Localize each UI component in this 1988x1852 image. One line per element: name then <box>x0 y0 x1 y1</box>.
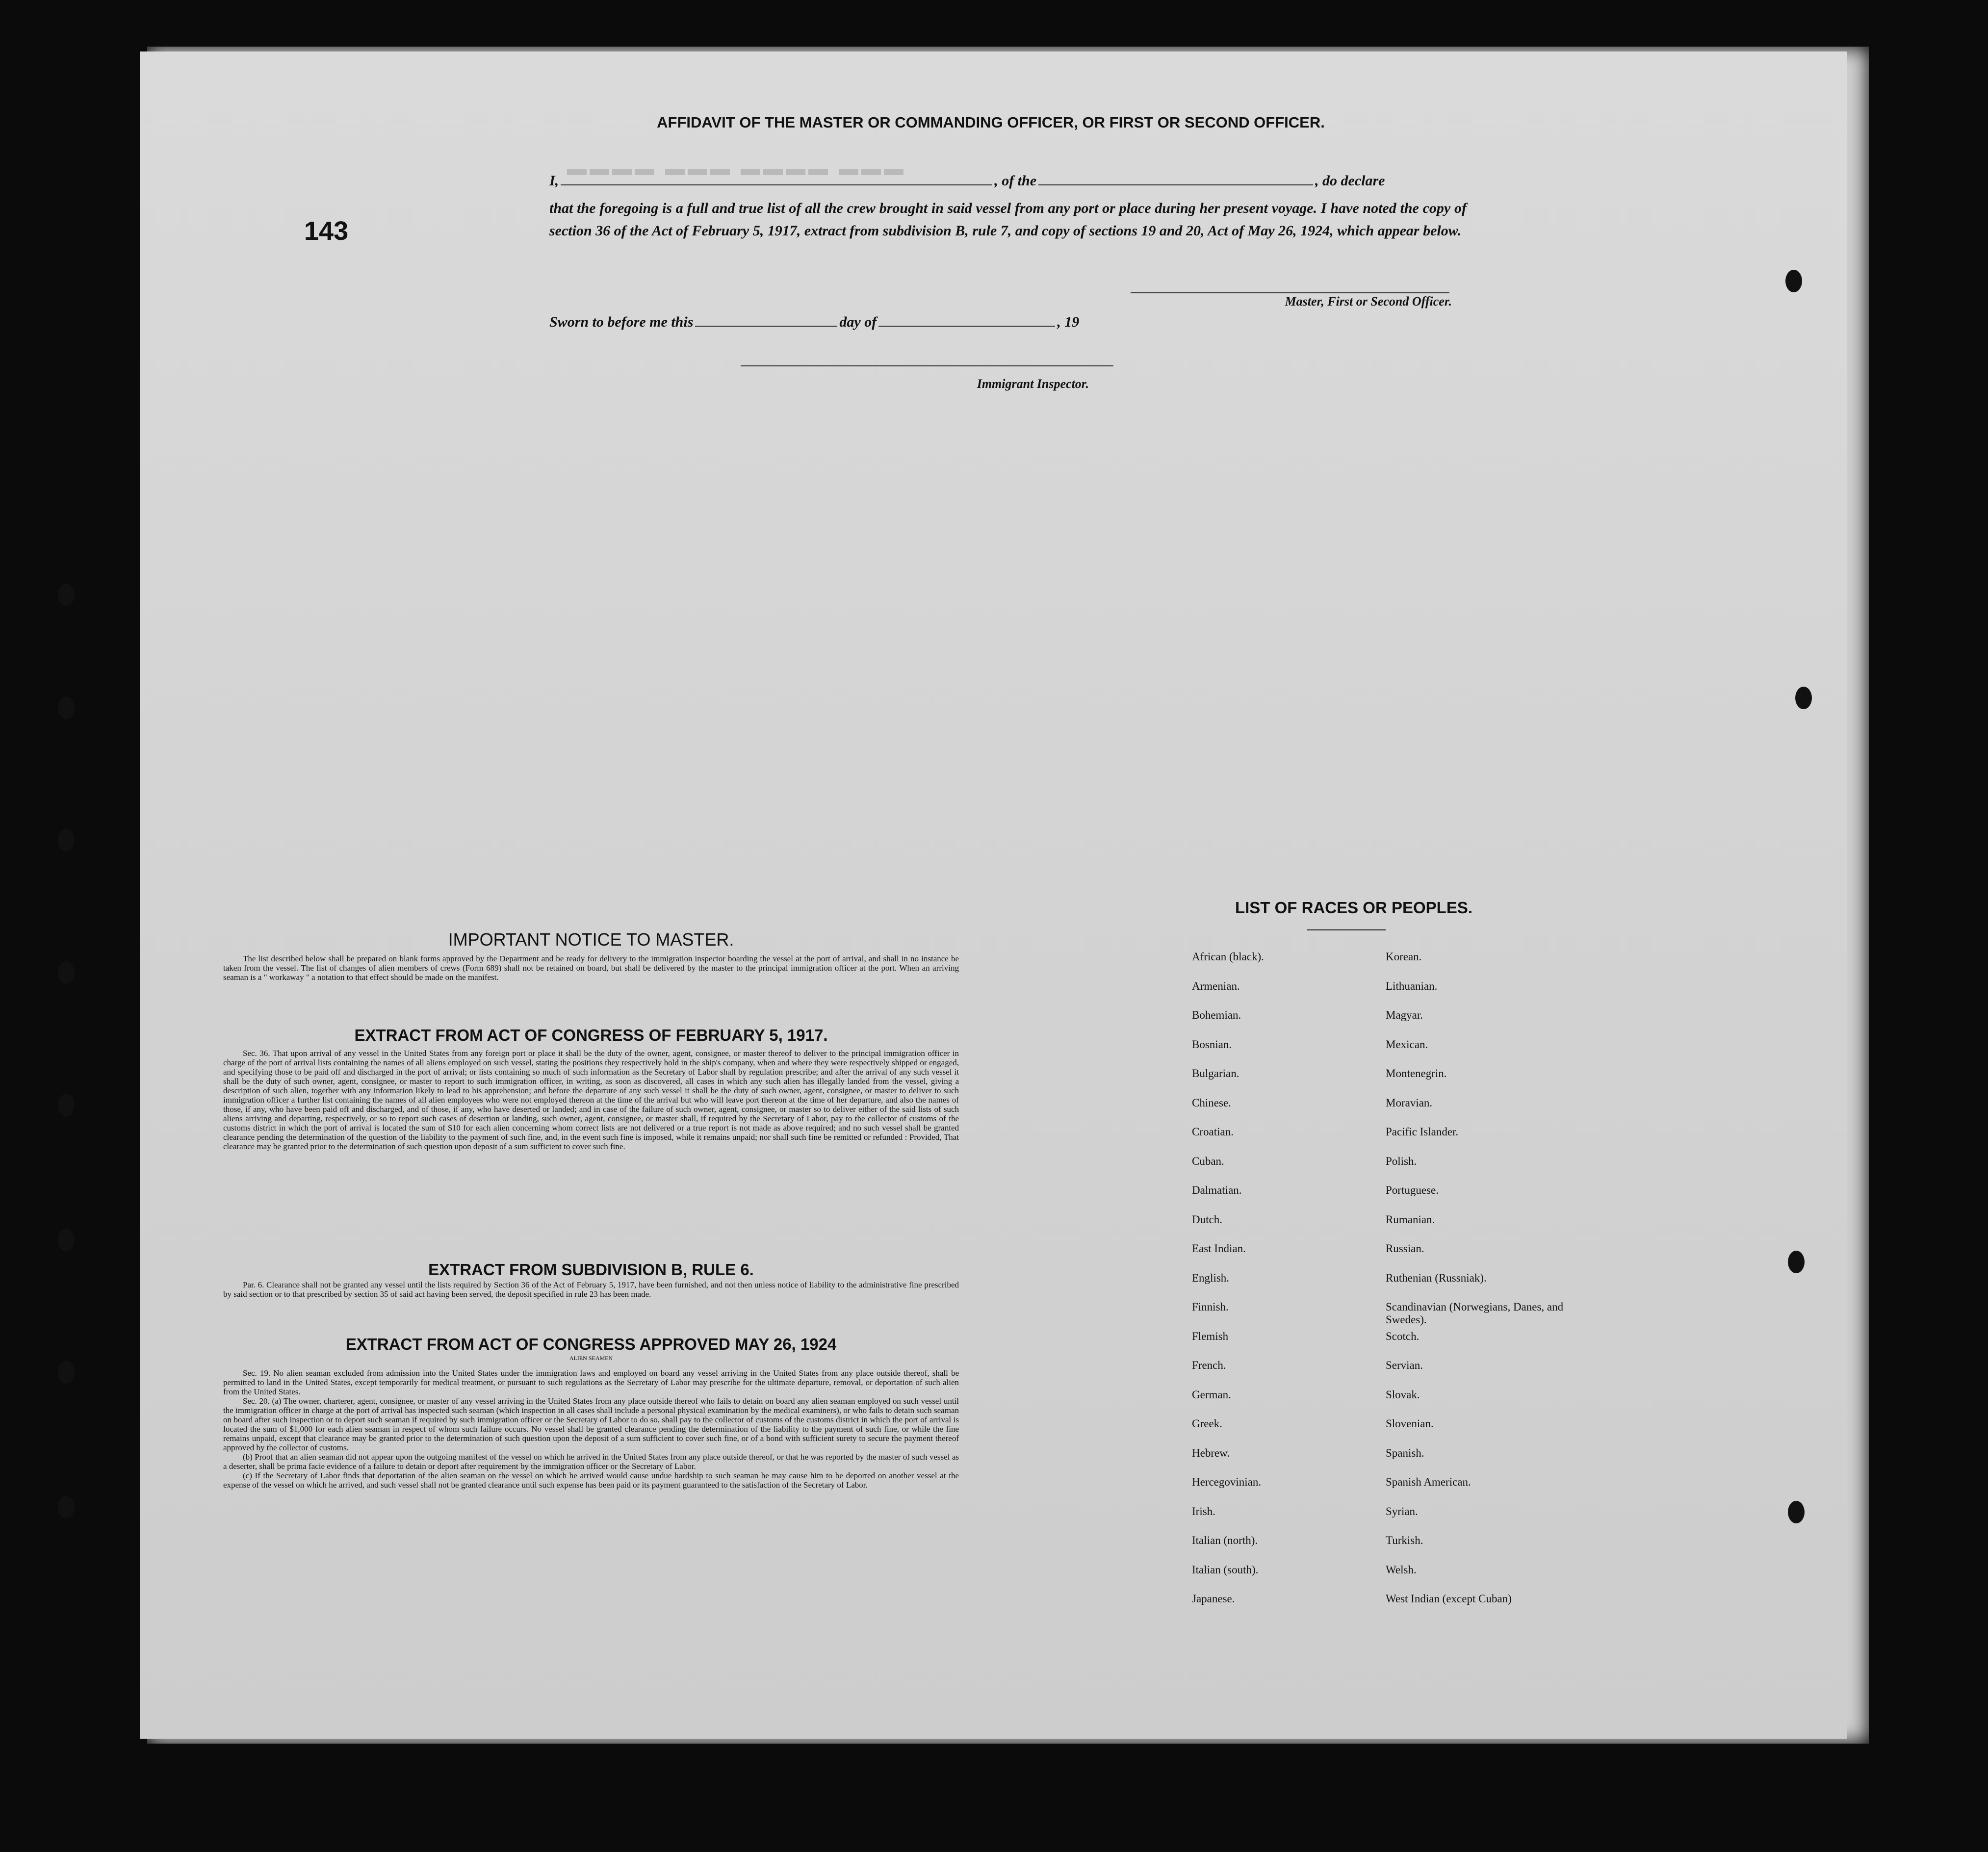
punch-hole <box>1788 1501 1805 1523</box>
race-item: Korean. <box>1386 951 1422 963</box>
sworn-prefix: Sworn to before me this <box>549 314 694 330</box>
bleed-through-text: ▬▬▬ ▬▬▬▬ ▬▬▬ ▬▬▬▬ <box>564 157 904 180</box>
race-item: Armenian. <box>1192 979 1240 992</box>
extract-rule6-body <box>223 1280 959 1299</box>
race-item: Hercegovinian. <box>1192 1476 1262 1488</box>
punch-hole <box>58 1094 75 1116</box>
race-item: Polish. <box>1386 1155 1417 1167</box>
race-item: Bulgarian. <box>1192 1067 1239 1080</box>
race-item: Dalmatian. <box>1192 1184 1242 1196</box>
declare-i: I, <box>549 173 559 189</box>
punch-hole <box>58 961 75 984</box>
race-item: German. <box>1192 1388 1231 1401</box>
punch-hole <box>58 696 75 719</box>
race-item: Slovenian. <box>1386 1417 1434 1430</box>
race-item: Japanese. <box>1192 1593 1235 1605</box>
declaration-body: that the foregoing is a full and true list of all the crew brought in said vessel from any port or place during her present voyage. I have noted the copy of section 36 of the Act of February 5, 1917, extract from subdivision B, rule 7, and copy of sections 19 and 20, Act of May 26, 1924, which appear below. <box>549 200 1467 239</box>
punch-hole <box>58 1361 75 1384</box>
race-item: Italian (south). <box>1192 1563 1259 1576</box>
extract-1924-body <box>223 1368 959 1490</box>
extract-1924-title: EXTRACT FROM ACT OF CONGRESS APPROVED MAY 26, 1924 <box>345 1335 837 1353</box>
declaration-line <box>549 173 1467 189</box>
sec19-paragraph: Sec. 19. No alien seaman excluded from admission into the United States under the immigration laws and employed on board any vessel arriving in the United States from any place outside thereof, shall be permitted to land in the United States, except temporarily for medical treatment, or pursuant to such regulations as the Secretary of Labor may prescribe for the ultimate departure, removal, or deportation of such alien from the United States. <box>223 1368 959 1396</box>
race-item: Rumanian. <box>1386 1213 1435 1226</box>
notice-body <box>223 954 959 982</box>
race-item: Mexican. <box>1386 1038 1428 1051</box>
extract-1917-title: EXTRACT FROM ACT OF CONGRESS OF FEBRUARY 5, 1917. <box>354 1026 828 1044</box>
race-item: Welsh. <box>1386 1563 1417 1576</box>
notice-paragraph: The list described below shall be prepared on blank forms approved by the Department and be ready for delivery to the immigration inspector boarding the vessel at the port of arrival, and shall in no instance be taken from the vessel. The list of changes of alien members of crews (Form 689) shall not be retained on board, but shall be delivered by the master to the principal immigration officer at the port. When an arriving seaman is a " workaway " a notation to that effect should be made on the manifest. <box>223 954 959 982</box>
month-blank <box>878 326 1055 327</box>
punch-hole <box>1785 270 1802 292</box>
punch-hole <box>58 1496 75 1518</box>
race-item: Chinese. <box>1192 1096 1231 1109</box>
race-item: Slovak. <box>1386 1388 1420 1401</box>
race-item: Irish. <box>1192 1505 1215 1518</box>
race-item: Pacific Islander. <box>1386 1126 1459 1138</box>
race-item: Flemish <box>1192 1330 1229 1342</box>
race-item: Russian. <box>1386 1242 1424 1255</box>
extract-1917-body <box>223 1049 959 1151</box>
master-label: Master, First or Second Officer. <box>1285 294 1452 309</box>
race-item: Finnish. <box>1192 1301 1229 1313</box>
race-item: Croatian. <box>1192 1126 1234 1138</box>
inspector-label: Immigrant Inspector. <box>977 377 1089 391</box>
race-item: Magyar. <box>1386 1009 1423 1021</box>
races-right-column <box>1386 951 1592 1622</box>
sec20a-paragraph: Sec. 20. (a) The owner, charterer, agent, consignee, or master of any vessel arriving in the United States from any place outside thereof who fails to detain on board any alien seaman employed on such vessel until the immigration officer in charge at the port of arrival has inspected such seaman (which inspection in all cases shall include a personal physical examination by the medical examiners), or who fails to detain such seaman on board after such inspection or to deport such seaman if required by such immigration officer or the Secretary of Labor to do so, shall pay to the collector of customs of the customs district in which the port of arrival is located the sum of $1,000 for each alien seaman in respect of whom such failure occurs. No vessel shall be granted clearance pending the determination of the liability to the payment of such fine, or while the fine remains unpaid, except that clearance may be granted prior to the determination of such question upon the deposit of a sum sufficient to cover such fine, or of a bond with sufficient surety to secure the payment thereof approved by the collector of customs. <box>223 1396 959 1452</box>
punch-hole <box>1795 687 1812 709</box>
master-signature-line <box>1131 292 1449 293</box>
race-item: Bohemian. <box>1192 1009 1241 1021</box>
races-title-rule <box>1307 929 1386 930</box>
race-item: Hebrew. <box>1192 1446 1230 1459</box>
vessel-blank <box>1038 184 1313 185</box>
page-number: 143 <box>304 216 349 246</box>
race-item: Ruthenian (Russniak). <box>1386 1271 1487 1284</box>
race-item: Montenegrin. <box>1386 1067 1447 1080</box>
affidavit-title: AFFIDAVIT OF THE MASTER OR COMMANDING OFFICER, OR FIRST OR SECOND OFFICER. <box>657 114 1325 131</box>
punch-hole <box>1788 1251 1805 1273</box>
race-item: Portuguese. <box>1386 1184 1439 1196</box>
day-blank <box>695 326 837 327</box>
race-item: Scandinavian (Norwegians, Danes, and Swedes). <box>1386 1301 1564 1326</box>
race-item: English. <box>1192 1271 1230 1284</box>
sworn-day-of: day of <box>839 314 877 330</box>
punch-hole <box>58 584 75 606</box>
sec36-paragraph: Sec. 36. That upon arrival of any vessel in the United States from any foreign port or place it shall be the duty of the owner, agent, consignee, or master thereof to deliver to the principal immigration officer in charge of the port of arrival lists containing the names of all aliens employed on such vessel, stating the positions they respectively hold in the ship's company, when and where they were respectively shipped or engaged, and specifying those to be paid off and discharged in the port of arrival; or lists containing so much of such information as the Secretary of Labor shall by regulation prescribe; and after the arrival of any such vessel it shall be the duty of such owner, agent, consignee, or master to report to such immigration officer, in writing, as soon as discovered, all cases in which any such alien has illegally landed from the vessel, giving a description of such alien, together with any information likely to lead to his apprehension; and before the departure of any such vessel it shall be the duty of such owner, agent, consignee, or master to deliver to such immigration officer a further list containing the names of all alien employees who were not employed thereon at the time of the arrival but who will leave port thereon at the time of her departure, and also the names of those, if any, who have been paid off and discharged, and of those, if any, who have deserted or landed; and in case of the failure of such owner, agent, consignee, or master so to deliver either of the said lists of such aliens arriving and departing, respectively, or so to report such cases of desertion or landing, such owner, agent, consignee, or master shall, if required by the Secretary of Labor, pay to the collector of customs of the customs district in which the port of arrival is located the sum of $10 for each alien concerning whom correct lists are not delivered or a true report is not made as above required; and no such vessel shall be granted clearance pending the determination of the question of the liability to the payment of such fine, and, in the event such fine is imposed, while it remains unpaid; nor shall such fine be remitted or refunded : Provided, That clearance may be granted prior to the determination of such question upon deposit of a sum sufficient to cover such fine. <box>223 1049 959 1151</box>
race-item: Dutch. <box>1192 1213 1222 1226</box>
race-item: Italian (north). <box>1192 1534 1258 1546</box>
sworn-line <box>549 314 1187 331</box>
declare-of-the: , of the <box>994 173 1037 189</box>
race-item: Spanish. <box>1386 1446 1424 1459</box>
races-title: LIST OF RACES OR PEOPLES. <box>1235 899 1473 917</box>
race-item: French. <box>1192 1359 1226 1371</box>
races-left-column <box>1192 951 1398 1622</box>
sec20b-paragraph: (b) Proof that an alien seaman did not appear upon the outgoing manifest of the vessel on which he arrived in the United States from any place outside thereof, or that he was reported by the master of such vessel as a deserter, shall be prima facie evidence of a failure to detain or deport after requirement by the immigration officer or the Secretary of Labor. <box>223 1452 959 1471</box>
inspector-signature-line <box>741 365 1113 366</box>
par6-paragraph: Par. 6. Clearance shall not be granted any vessel until the lists required by Section 36 of the Act of February 5, 1917, have been furnished, and not then unless notice of liability to the administrative fine prescribed by said section or to that prescribed by section 35 of said act having been served, the deposit specified in rule 23 has been made. <box>223 1280 959 1299</box>
extract-rule6-title: EXTRACT FROM SUBDIVISION B, RULE 6. <box>428 1260 754 1279</box>
race-item: Moravian. <box>1386 1096 1433 1109</box>
race-item: West Indian (except Cuban) <box>1386 1593 1512 1605</box>
extract-1924-subtitle: ALIEN SEAMEN <box>569 1355 613 1362</box>
race-item: East Indian. <box>1192 1242 1246 1255</box>
name-blank <box>561 184 992 185</box>
race-item: Greek. <box>1192 1417 1222 1430</box>
race-item: Servian. <box>1386 1359 1423 1371</box>
race-item: Lithuanian. <box>1386 979 1438 992</box>
race-item: Cuban. <box>1192 1155 1224 1167</box>
notice-title: IMPORTANT NOTICE TO MASTER. <box>448 929 734 950</box>
race-item: Syrian. <box>1386 1505 1418 1518</box>
race-item: Bosnian. <box>1192 1038 1232 1051</box>
punch-hole <box>58 829 75 851</box>
race-item: Spanish American. <box>1386 1476 1471 1488</box>
declare-end: , do declare <box>1315 173 1385 189</box>
race-item: African (black). <box>1192 951 1264 963</box>
race-item: Scotch. <box>1386 1330 1420 1342</box>
sworn-year: , 19 <box>1057 314 1080 330</box>
punch-hole <box>58 1229 75 1251</box>
sec20c-paragraph: (c) If the Secretary of Labor finds that deportation of the alien seaman on the vessel on which he arrived would cause undue hardship to such seaman he may cause him to be deported on another vessel at the expense of the vessel on which he arrived, and such vessel shall not be granted clearance until such expense has been paid or its payment guaranteed to the satisfaction of the Secretary of Labor. <box>223 1471 959 1490</box>
race-item: Turkish. <box>1386 1534 1423 1546</box>
